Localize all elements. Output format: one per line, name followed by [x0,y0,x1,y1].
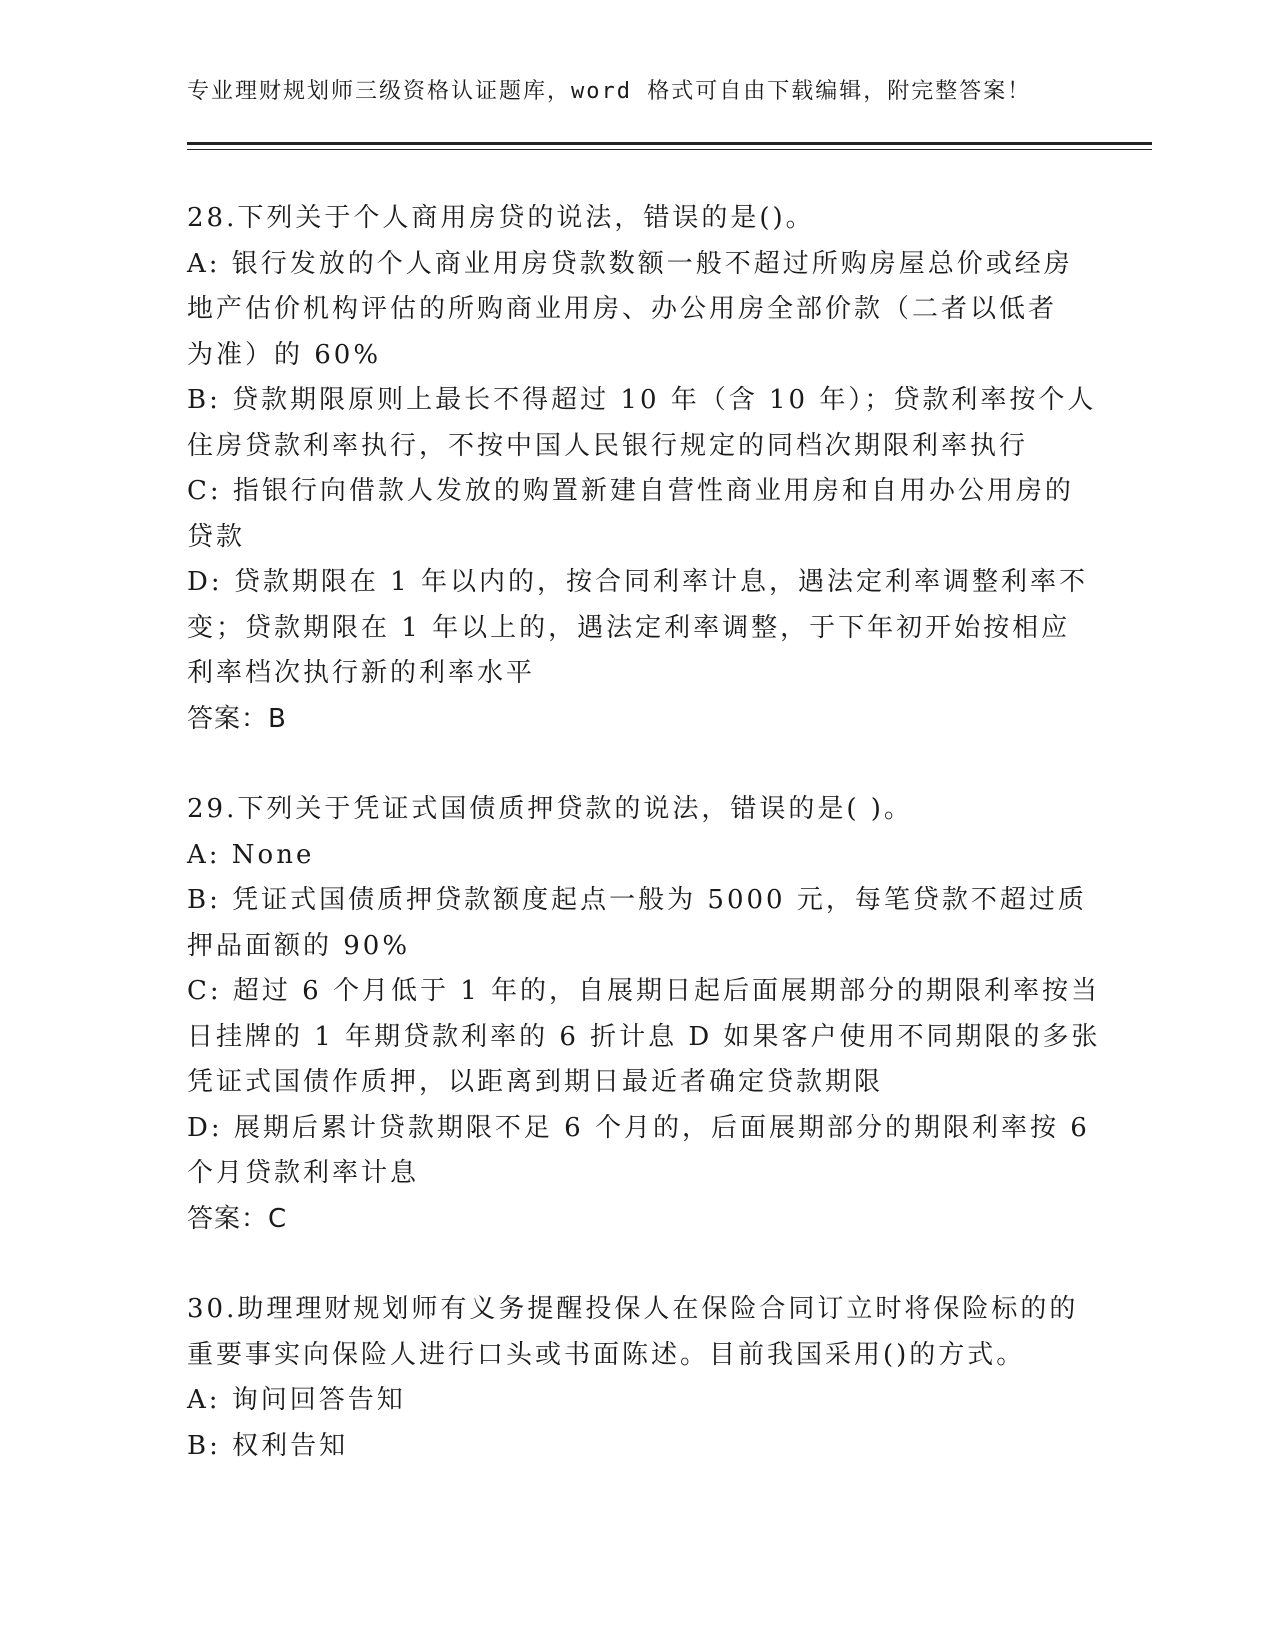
option-d-text: 变；贷款期限在 1 年以上的，遇法定利率调整，于下年初开始按相应 [187,612,1071,643]
question-text: 28.下列关于个人商用房贷的说法，错误的是()。 [187,203,815,233]
question-text: 30.助理理财规划师有义务提醒投保人在保险合同订立时将保险标的的 [187,1294,1079,1324]
option-b-text: B: 凭证式国债质押贷款额度起点一般为 5000 元，每笔贷款不超过质 [187,885,1087,915]
question-text: 重要事实向保险人进行口头或书面陈述。目前我国采用()的方式。 [187,1339,1026,1370]
spacer [187,742,1067,787]
option-c-text: 日挂牌的 1 年期贷款利率的 6 折计息 D 如果客户使用不同期限的多张 [187,1021,1101,1052]
option-a-text: A: None [187,839,315,870]
option-c-text: 凭证式国债作质押，以距离到期日最近者确定贷款期限 [187,1067,884,1097]
option-a-text: A: 银行发放的个人商业用房贷款数额一般不超过所购房屋总价或经房 [187,248,1073,279]
header-divider [187,142,1152,145]
option-a-text: 地产估价机构评估的所购商业用房、办公用房全部价款（二者以低者 [187,294,1058,324]
option-b-text: B: 贷款期限原则上最长不得超过 10 年（含 10 年）；贷款利率按个人 [187,385,1097,415]
question-list [187,196,1101,1469]
question-29 [187,787,1101,1242]
option-c-text: C: 超过 6 个月低于 1 年的，自展期日起后面展期部分的期限利率按当 [187,976,1101,1006]
option-d-text: 利率档次执行新的利率水平 [187,658,536,688]
option-b-text: 押品面额的 90% [187,930,411,961]
page-header: 专业理财规划师三级资格认证题库，word 格式可自由下载编辑，附完整答案！ [187,79,1032,104]
question-text: 29.下列关于凭证式国债质押贷款的说法，错误的是( )。 [187,794,913,824]
option-b-text: B: 权利告知 [187,1430,349,1461]
option-b-text: 住房贷款利率执行，不按中国人民银行规定的同档次期限利率执行 [187,430,1029,461]
question-30 [187,1287,1079,1469]
question-28 [187,196,1097,742]
option-d-text: D: 贷款期限在 1 年以内的，按合同利率计息，遇法定利率调整利率不 [187,567,1088,597]
option-a-text: 为准）的 60% [187,339,382,370]
option-c-text: C: 指银行向借款人发放的购置新建自营性商业用房和自用办公用房的 [187,476,1074,506]
option-a-text: A: 询问回答告知 [187,1385,406,1415]
header-divider-thin [187,149,1152,150]
answer-label: 答案：B [187,703,287,734]
option-d-text: D: 展期后累计贷款期限不足 6 个月的，后面展期部分的期限利率按 6 [187,1112,1090,1143]
spacer [187,1242,1067,1287]
option-d-text: 个月贷款利率计息 [187,1158,420,1188]
option-c-text: 贷款 [187,521,246,552]
answer-label: 答案：C [187,1203,288,1234]
